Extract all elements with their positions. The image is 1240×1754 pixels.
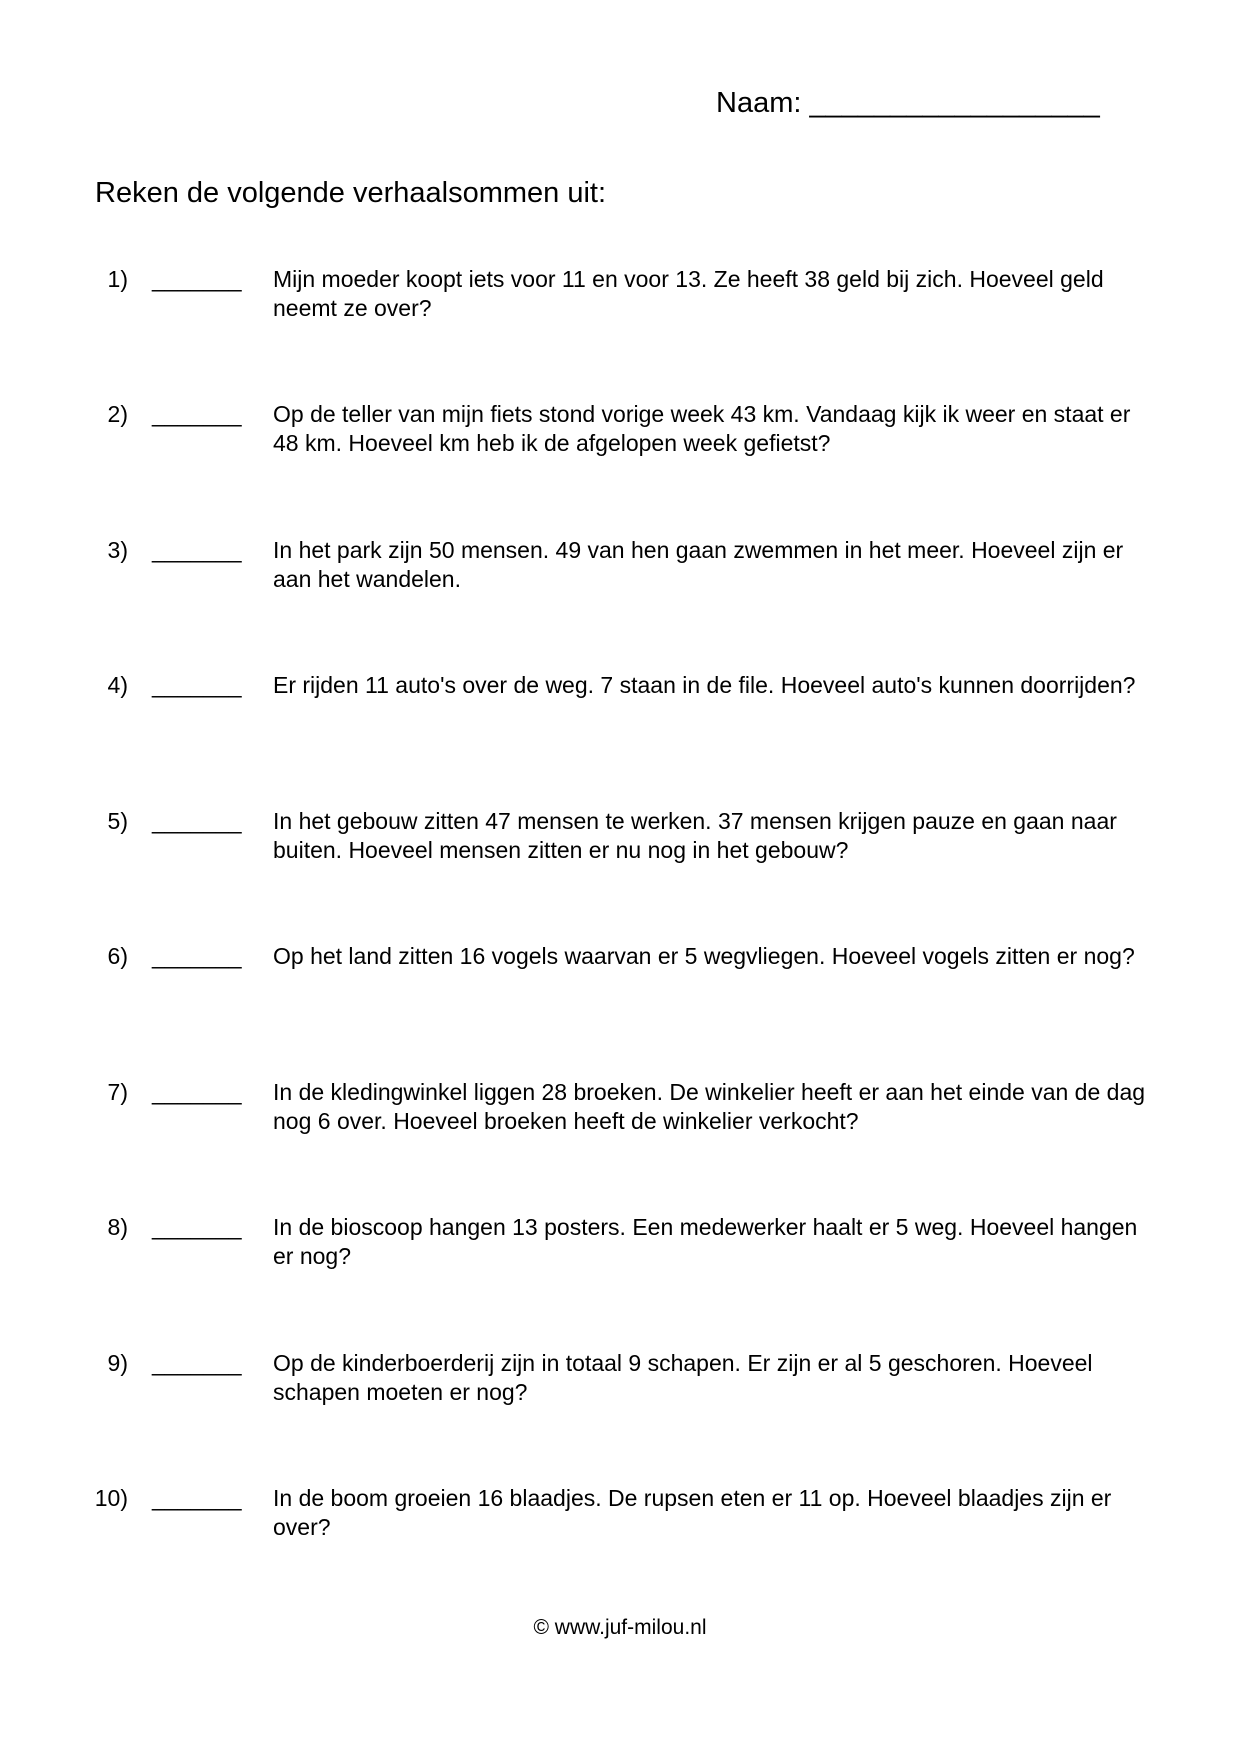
answer-blank: _______ — [152, 537, 242, 563]
question-text: Op de teller van mijn fiets stond vorige week 43 km. Vandaag kijk ik weer en staat er 48 km. Hoeveel km heb ik de afgelopen week gefietst? — [273, 401, 1131, 456]
answer-blank: _______ — [152, 266, 242, 292]
answer-blank: _______ — [152, 1079, 242, 1105]
question-number: 4) — [107, 672, 128, 698]
question-item — [0, 1349, 1240, 1413]
question-item — [0, 1078, 1240, 1142]
question-text: Mijn moeder koopt iets voor 11 en voor 13. Ze heeft 38 geld bij zich. Hoeveel geld neemt ze over? — [273, 266, 1104, 321]
question-item — [0, 536, 1240, 600]
question-text: In de bioscoop hangen 13 posters. Een medewerker haalt er 5 weg. Hoeveel hangen er nog? — [273, 1214, 1138, 1269]
question-item — [0, 1213, 1240, 1277]
question-number: 5) — [107, 808, 128, 834]
answer-blank: _______ — [152, 1485, 242, 1511]
question-text: In de kledingwinkel liggen 28 broeken. De winkelier heeft er aan het einde van de dag nog 6 over. Hoeveel broeken heeft de winkelier verkocht? — [273, 1079, 1146, 1134]
instruction-heading: Reken de volgende verhaalsommen uit: — [95, 177, 607, 209]
question-text: In de boom groeien 16 blaadjes. De rupsen eten er 11 op. Hoeveel blaadjes zijn er over? — [273, 1485, 1112, 1540]
answer-blank: _______ — [152, 943, 242, 969]
question-number: 2) — [107, 401, 128, 427]
question-number: 9) — [107, 1350, 128, 1376]
question-item — [0, 265, 1240, 329]
question-item — [0, 671, 1240, 735]
question-number: 1) — [107, 266, 128, 292]
name-field-label: Naam: __________________ — [716, 87, 1100, 119]
copyright-footer: © www.juf-milou.nl — [533, 1616, 707, 1639]
answer-blank: _______ — [152, 401, 242, 427]
answer-blank: _______ — [152, 1350, 242, 1376]
question-item — [0, 400, 1240, 464]
question-item — [0, 807, 1240, 871]
question-text: In het park zijn 50 mensen. 49 van hen gaan zwemmen in het meer. Hoeveel zijn er aan het wandelen. — [273, 537, 1124, 592]
question-text: Op de kinderboerderij zijn in totaal 9 schapen. Er zijn er al 5 geschoren. Hoeveel schapen moeten er nog? — [273, 1350, 1093, 1405]
answer-blank: _______ — [152, 1214, 242, 1240]
question-number: 10) — [94, 1485, 128, 1511]
question-item — [0, 1484, 1240, 1548]
answer-blank: _______ — [152, 808, 242, 834]
question-text: Op het land zitten 16 vogels waarvan er 5 wegvliegen. Hoeveel vogels zitten er nog? — [273, 943, 1135, 969]
answer-blank: _______ — [152, 672, 242, 698]
question-number: 3) — [107, 537, 128, 563]
question-number: 7) — [107, 1079, 128, 1105]
question-number: 6) — [107, 943, 128, 969]
question-text: Er rijden 11 auto's over de weg. 7 staan in de file. Hoeveel auto's kunnen doorrijden? — [273, 672, 1136, 698]
question-number: 8) — [107, 1214, 128, 1240]
question-text: In het gebouw zitten 47 mensen te werken. 37 mensen krijgen pauze en gaan naar buiten. Hoeveel mensen zitten er nu nog in het gebouw? — [273, 808, 1117, 863]
question-item — [0, 942, 1240, 1006]
